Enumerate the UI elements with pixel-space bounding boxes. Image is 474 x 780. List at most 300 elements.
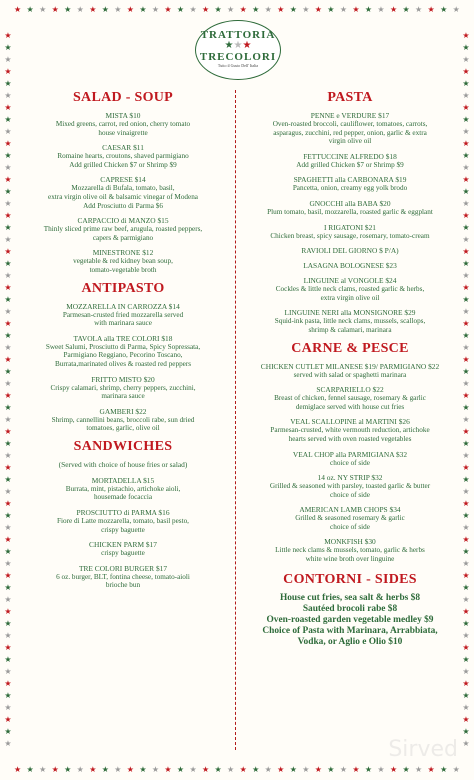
menu-item-description: Sweet Salumi, Prosciutto di Parma, Spicy Sopressata, [45,342,201,351]
star-icon: ★ [462,175,470,184]
menu-item-description: Thinly sliced prime raw beef, arugula, roasted peppers, [43,225,203,234]
menu-item-description: marinara sauce [101,392,145,401]
menu-item [243,362,457,380]
menu-item [243,537,457,563]
star-icon: ★ [462,439,470,448]
star-icon: ★ [462,247,470,256]
star-icon: ★ [4,343,12,352]
star-icon: ★ [352,5,360,14]
star-icon: ★ [415,765,423,774]
star-icon: ★ [462,739,470,748]
star-icon: ★ [462,223,470,232]
menu-item [20,248,226,274]
menu-item-description: Add grilled Chicken $7 or Shrimp $9 [69,160,177,169]
star-icon: ★ [39,765,47,774]
star-icon: ★ [4,367,12,376]
star-icon: ★ [452,5,460,14]
star-icon: ★ [4,115,12,124]
menu-item-name: LASAGNA BOLOGNESE $23 [303,261,397,271]
star-icon: ★ [4,523,12,532]
menu-item-name: FRITTO MISTO $20 [91,374,155,384]
star-icon: ★ [227,5,235,14]
watermark: Sirved [388,737,458,762]
menu-item-name: FETTUCCINE ALFREDO $18 [303,151,397,161]
star-icon: ★ [462,487,470,496]
star-icon: ★ [327,765,335,774]
restaurant-logo [195,20,281,80]
menu-item [20,302,226,328]
star-icon: ★ [164,5,172,14]
star-icon: ★ [4,379,12,388]
star-icon: ★ [4,91,12,100]
menu-item-description: Oven-roasted broccoli, cauliflower, tomatoes, carrots, [272,120,428,128]
menu-item [243,152,457,170]
menu-item-description: tomatoes, garlic, olive oil [86,424,160,433]
menu-item-name: VEAL SCALLOPINE al MARTINI $26 [290,417,410,427]
star-icon: ★ [462,343,470,352]
star-icon: ★ [4,643,12,652]
star-icon: ★ [462,91,470,100]
star-icon: ★ [314,765,322,774]
star-icon: ★ [4,151,12,160]
star-icon: ★ [462,79,470,88]
menu-item-description: Cockles & little neck clams, roasted garlic & herbs, [275,285,425,294]
star-icon: ★ [139,5,147,14]
star-icon: ★ [364,765,373,774]
sides-line: Oven-roasted garden vegetable medley $9 [266,614,434,625]
star-icon: ★ [89,5,97,14]
menu-item [243,246,457,255]
menu-item-name: CHICKEN PARM $17 [89,540,157,550]
menu-item [20,508,226,534]
menu-item-description: crispy baguette [101,525,145,534]
menu-item-description: house vinaigrette [98,128,148,137]
border-left [2,30,14,750]
menu-item-description: Grilled & seasoned with parsley, toasted garlic & butter [269,482,431,491]
star-icon: ★ [4,463,12,472]
menu-item [20,111,226,137]
menu-item [243,450,457,468]
star-icon: ★ [402,765,410,774]
star-icon: ★ [189,5,197,14]
menu-item-description: capers & parmigiano [92,233,154,242]
star-icon: ★ [4,607,12,616]
menu-item-name: CHICKEN CUTLET MILANESE $19/ PARMIGIANO $22 [260,361,440,371]
star-icon: ★ [352,765,360,774]
menu-item-description: choice of side [330,490,370,499]
menu-item [243,261,457,270]
star-icon: ★ [462,595,470,604]
star-icon: ★ [214,765,222,774]
star-icon: ★ [462,115,470,124]
menu-item-description: brioche bun [105,581,141,590]
menu-item [243,111,457,146]
star-icon: ★ [76,765,84,774]
star-icon: ★ [462,67,470,76]
menu-item [243,505,457,531]
star-icon: ★ [4,259,12,268]
star-icon: ★ [462,127,470,136]
sides-line: Vodka, or Aglio e Olio $10 [297,636,403,647]
star-icon: ★ [4,295,12,304]
star-icon: ★ [189,765,197,774]
star-icon: ★ [64,765,72,774]
star-icon: ★ [462,271,470,280]
star-icon: ★ [4,487,12,496]
menu-item-name: 14 oz. NY STRIP $32 [317,473,383,483]
menu-item-description: shrimp & calamari, marinara [308,325,392,334]
star-icon: ★ [14,765,22,774]
star-icon: ★ [4,415,12,424]
menu-item-description: Parmigiano Reggiano, Pecorino Toscano, [63,351,183,360]
menu-item-description: Shrimp, cannellini beans, broccoli rabe, sun dried [51,415,195,424]
menu-item-description: Parmesan-crusted fried mozzarella served [62,310,184,319]
menu-item [243,223,457,241]
star-icon: ★ [462,715,470,724]
star-icon: ★ [440,765,448,774]
star-icon: ★ [462,583,470,592]
menu-item-description: Burrata,marinated olives & roasted red peppers [54,359,192,368]
star-icon: ★ [264,5,272,14]
menu-item-name: GAMBERI $22 [99,406,147,416]
star-icon: ★ [462,151,470,160]
star-icon: ★ [4,307,12,316]
star-icon: ★ [201,5,210,14]
menu-item-name: TRE COLORI BURGER $17 [78,563,168,573]
column-divider [235,90,236,750]
menu-item-name: CAESAR $11 [102,143,144,153]
star-icon: ★ [462,631,470,640]
menu-item-description: with marinara sauce [94,319,152,328]
star-icon: ★ [427,5,435,14]
star-icon: ★ [4,727,12,736]
menu-item-name: LINGUINE al VONGOLE $24 [303,276,397,286]
star-icon: ★ [76,5,84,14]
section-heading: CARNE & PESCE [291,340,409,356]
star-icon: ★ [4,667,12,676]
star-icon: ★ [462,679,470,688]
star-icon: ★ [4,559,12,568]
star-icon: ★ [4,715,12,724]
star-icon: ★★★ [224,40,252,51]
star-icon: ★ [462,511,470,520]
star-icon: ★ [151,5,160,14]
star-icon: ★ [4,283,12,292]
star-icon: ★ [4,127,12,136]
star-icon: ★ [252,5,260,14]
logo-tagline: Tutto il Gusto Dell' Italia [217,63,259,68]
star-icon: ★ [462,463,470,472]
menu-item [243,276,457,302]
sides-line: House cut fries, sea salt & herbs $8 [279,592,421,603]
star-icon: ★ [4,631,12,640]
star-icon: ★ [101,5,109,14]
star-icon: ★ [462,415,470,424]
star-icon: ★ [214,5,222,14]
star-icon: ★ [4,247,12,256]
menu-item-description: Add grilled Chicken $7 or Shrimp $9 [296,160,404,169]
star-icon: ★ [462,307,470,316]
star-icon: ★ [114,5,122,14]
star-icon: ★ [4,235,12,244]
logo-line1: TRATTORIA [200,29,276,41]
star-icon: ★ [39,5,47,14]
star-icon: ★ [462,403,470,412]
menu-item [20,143,226,169]
star-icon: ★ [462,319,470,328]
star-icon: ★ [64,5,72,14]
star-icon: ★ [462,211,470,220]
star-icon: ★ [4,679,12,688]
section-heading: PASTA [327,90,373,105]
star-icon: ★ [4,211,12,220]
star-icon: ★ [4,511,12,520]
star-icon: ★ [277,5,285,14]
menu-item-name: MONKFISH $30 [324,537,376,547]
star-icon: ★ [4,391,12,400]
star-icon: ★ [289,5,297,14]
menu-item-description: extra virgin olive oil & balsamic vinegar of Modena [48,192,198,201]
star-icon: ★ [462,667,470,676]
menu-item [20,334,226,369]
star-icon: ★ [462,547,470,556]
star-icon: ★ [4,67,12,76]
star-icon: ★ [4,499,12,508]
star-icon: ★ [4,451,12,460]
star-icon: ★ [462,355,470,364]
menu-item-description: Burrata, mint, pistachio, artichoke aioli, [65,484,181,493]
menu-item-name: PROSCIUTTO di PARMA $16 [76,508,170,518]
menu-item-description: white wine broth over linguine [305,555,395,564]
menu-item-description: Fiore di Latte mozzarella, tomato, basil pesto, [57,517,189,526]
star-icon: ★ [4,535,12,544]
menu-item-description: demiglace served with house cut fries [295,402,405,411]
menu-item-description: Breast of chicken, fennel sausage, rosemary & garlic [274,394,426,403]
star-icon: ★ [101,765,109,774]
menu-item-name: CAPRESE $14 [100,175,146,185]
star-icon: ★ [4,427,12,436]
menu-item-description: Grilled & seasoned rosemary & garlic [295,514,405,523]
star-icon: ★ [139,765,147,774]
menu-item [20,540,226,558]
star-icon: ★ [462,571,470,580]
star-icon: ★ [126,765,134,774]
menu-item-description: Romaine hearts, croutons, shaved parmigiano [57,152,189,161]
star-icon: ★ [4,703,12,712]
star-icon: ★ [4,187,12,196]
menu-item-description: choice of side [330,458,370,467]
menu-item-description: Little neck clams & mussels, tomato, garlic & herbs [275,546,425,555]
star-icon: ★ [4,163,12,172]
star-icon: ★ [440,5,448,14]
star-icon: ★ [327,5,335,14]
menu-item-description: Plum tomato, basil, mozzarella, roasted garlic & eggplant [267,207,433,216]
menu-item-name: RAVIOLI DEL GIORNO $ P/A) [301,246,399,256]
star-icon: ★ [462,199,470,208]
star-icon: ★ [51,765,59,774]
star-icon: ★ [4,319,12,328]
star-icon: ★ [302,765,310,774]
menu-item-description: choice of side [330,522,370,531]
menu-item-description: 6 oz. burger, BLT, fontina cheese, tomato-aioli [56,572,190,581]
menu-item-name: SPAGHETTI alla CARBONARA $19 [293,175,407,185]
menu-item-name: MISTA $10 [105,111,141,120]
star-icon: ★ [462,31,470,40]
logo-line2: TRECOLORI [199,51,277,63]
star-icon: ★ [151,765,160,774]
border-bottom [14,764,460,776]
star-icon: ★ [462,283,470,292]
menu-item-description: asparagus, zucchini, red pepper, onion, garlic & extra [273,128,427,137]
star-icon: ★ [462,139,470,148]
menu-item-name: TAVOLA alla TRE COLORI $18 [73,333,173,343]
star-icon: ★ [462,55,470,64]
star-icon: ★ [227,765,235,774]
menu-item-name: PENNE e VERDURE $17 [310,111,390,120]
star-icon: ★ [252,765,260,774]
star-icon: ★ [4,43,12,52]
star-icon: ★ [264,765,272,774]
star-icon: ★ [114,765,122,774]
star-icon: ★ [176,5,185,14]
menu-item [20,407,226,433]
star-icon: ★ [462,235,470,244]
menu-item-description: Chicken breast, spicy sausage, rosemary, tomato-cream [270,231,430,240]
menu-item-description: tomato-vegetable broth [89,265,157,274]
star-icon: ★ [4,691,12,700]
star-icon: ★ [462,475,470,484]
star-icon: ★ [14,5,22,14]
menu-item [243,417,457,443]
star-icon: ★ [462,187,470,196]
star-icon: ★ [4,79,12,88]
menu-item [20,175,226,210]
star-icon: ★ [4,655,12,664]
star-icon: ★ [239,5,247,14]
star-icon: ★ [176,765,185,774]
star-icon: ★ [4,199,12,208]
menu-item [243,199,457,217]
menu-item [243,473,457,499]
menu-item-name: VEAL CHOP alla PARMIGIANA $32 [292,449,408,459]
menu-item-description: housemade focaccia [93,493,153,502]
menu-item [20,375,226,401]
section-heading: ANTIPASTO [81,280,165,296]
border-right [460,30,472,750]
star-icon: ★ [339,765,347,774]
star-icon: ★ [462,103,470,112]
star-icon: ★ [4,31,12,40]
star-icon: ★ [4,139,12,148]
menu-item [243,385,457,411]
star-icon: ★ [462,391,470,400]
star-icon: ★ [462,451,470,460]
menu-item [20,216,226,242]
star-icon: ★ [51,5,59,14]
star-icon: ★ [126,5,134,14]
menu-item-name: LINGUINE NERI alla MONSIGNORE $29 [284,308,416,318]
menu-item-description: extra virgin olive oil [320,293,380,302]
star-icon: ★ [462,607,470,616]
menu-item-name: I RIGATONI $21 [323,222,376,232]
menu-item-description: Pancetta, onion, creamy egg yolk brodo [292,184,408,193]
star-icon: ★ [462,499,470,508]
star-icon: ★ [415,5,423,14]
star-icon: ★ [277,765,285,774]
star-icon: ★ [4,595,12,604]
menu-item-name: CARPACCIO di MANZO $15 [77,216,169,226]
menu-item-description: Parmesan-crusted, white vermouth reduction, artichoke [270,426,430,435]
star-icon: ★ [462,427,470,436]
star-icon: ★ [4,739,12,748]
star-icon: ★ [26,765,34,774]
star-icon: ★ [4,619,12,628]
star-icon: ★ [164,765,172,774]
star-icon: ★ [402,5,410,14]
menu-item [20,564,226,590]
star-icon: ★ [462,331,470,340]
star-icon: ★ [4,583,12,592]
menu-item [20,476,226,502]
star-icon: ★ [462,703,470,712]
star-icon: ★ [427,765,435,774]
star-icon: ★ [4,475,12,484]
menu-item-name: MORTADELLA $15 [91,475,155,485]
menu-item-description: Squid-ink pasta, little neck clams, mussels, scallops, [274,317,426,326]
star-icon: ★ [462,367,470,376]
star-icon: ★ [339,5,347,14]
menu-item-description: hearts served with oven roasted vegetables [288,434,412,443]
menu-item-name: GNOCCHI alla BABA $20 [309,198,391,208]
star-icon: ★ [4,103,12,112]
menu-item-name: MOZZARELLA IN CARROZZA $14 [66,301,180,311]
menu-item-name: AMERICAN LAMB CHOPS $34 [299,505,401,515]
star-icon: ★ [4,223,12,232]
star-icon: ★ [462,535,470,544]
star-icon: ★ [462,691,470,700]
star-icon: ★ [314,5,322,14]
section-heading: SALAD - SOUP [72,90,174,105]
menu-item-description: Mozzarella di Bufala, tomato, basil, [71,184,175,193]
star-icon: ★ [462,523,470,532]
star-icon: ★ [462,655,470,664]
star-icon: ★ [364,5,373,14]
menu-item-description: crispy baguette [101,549,145,558]
sides-line: Choice of Pasta with Marinara, Arrabbiata, [262,625,438,636]
menu-item-description: Add Prosciutto di Parma $6 [83,201,163,210]
star-icon: ★ [4,355,12,364]
star-icon: ★ [377,5,385,14]
star-icon: ★ [4,571,12,580]
star-icon: ★ [462,295,470,304]
menu-column-right [243,84,457,648]
star-icon: ★ [239,765,247,774]
menu-item-name: SCARPARIELLO $22 [316,385,384,395]
star-icon: ★ [462,379,470,388]
star-icon: ★ [4,439,12,448]
star-icon: ★ [462,163,470,172]
menu-item-description: Mixed greens, carrot, red onion, cherry tomato [55,120,191,128]
star-icon: ★ [89,765,97,774]
menu-item [243,175,457,193]
sides-heading: CONTORNI - SIDES [283,571,417,587]
star-icon: ★ [389,5,398,14]
star-icon: ★ [462,619,470,628]
star-icon: ★ [4,403,12,412]
star-icon: ★ [4,331,12,340]
menu-item-description: virgin olive oil [328,137,372,146]
star-icon: ★ [377,765,385,774]
